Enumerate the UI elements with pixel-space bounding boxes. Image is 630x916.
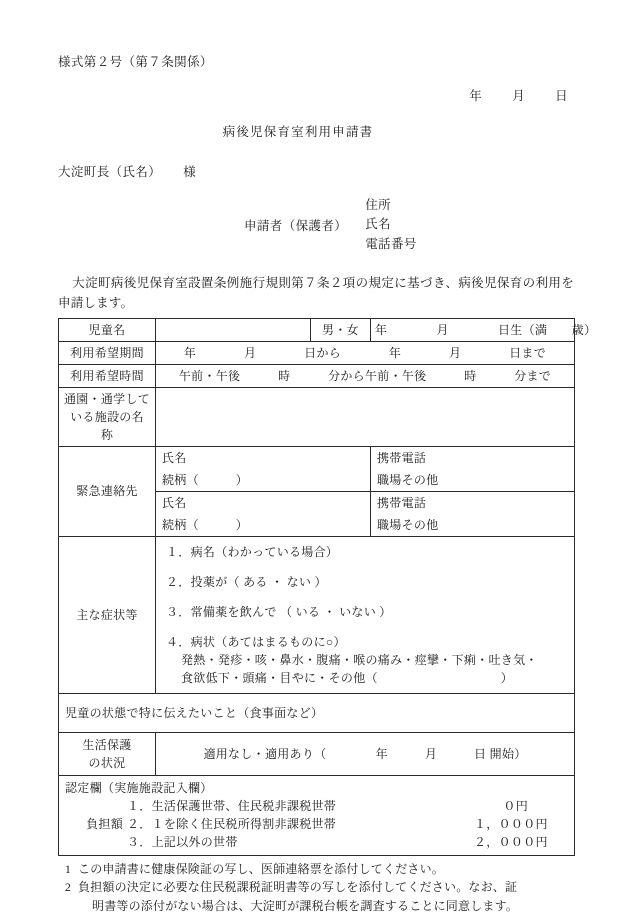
symptoms-field[interactable] (156, 536, 575, 693)
fee-row-3-lead (65, 833, 127, 851)
child-gender-option[interactable]: 男・女 (311, 318, 371, 341)
emergency-contact-1-workplace-label[interactable]: 職場その他 (371, 469, 575, 492)
applicant-name-label: 氏名 (365, 217, 392, 232)
addressee-honorific: 様 (183, 165, 197, 179)
time-from-ampm[interactable]: 午前・午後 (178, 368, 241, 383)
table-row-approval (59, 775, 575, 855)
footnote-1 (58, 860, 574, 879)
fee-row-1-lead (65, 797, 127, 815)
emergency-contact-1-name-label[interactable]: 氏名 (156, 446, 371, 469)
date-day-label: 日 (555, 89, 568, 103)
time-from-hour: 時 (278, 368, 291, 383)
fee-row-3-desc (127, 833, 474, 851)
application-statement (58, 274, 574, 313)
period-to-month: 月 (449, 345, 462, 360)
fee-row-1-amount: ０円 (503, 798, 528, 813)
time-to-minute: 分まで (514, 368, 552, 383)
symptom-item-medication[interactable]: ２．投薬が（ ある ・ ない ） (166, 574, 327, 589)
symptom-checklist-line2[interactable]: 食欲低下・頭痛・目やに・その他（ ） (181, 670, 514, 685)
form-sheet (58, 52, 597, 916)
date-year-label: 年 (469, 89, 483, 103)
symptom-item-regular-medicine[interactable]: ３．常備薬を飲んで （ いる ・ いない ） (166, 604, 392, 619)
fee-row-2-amount: １，０００円 (474, 816, 548, 831)
table-row-time (59, 364, 575, 387)
time-field[interactable] (156, 364, 575, 387)
table-row-welfare (59, 732, 575, 775)
period-from-month: 月 (244, 345, 257, 360)
applicant-block (58, 196, 574, 254)
period-field[interactable] (156, 341, 575, 364)
facility-label-line3: 称 (100, 427, 114, 442)
form-number: 様式第２号（第７条関係） (58, 55, 213, 69)
fee-row-2-text: １を除く住民税所得割非課税世帯 (151, 816, 337, 831)
facility-label-line2: いる施設の名 (70, 409, 144, 424)
period-from-day: 日から (304, 345, 342, 360)
addressee-name: 大淀町長（氏名） (58, 165, 162, 179)
fee-row-3-amount: ２，０００円 (474, 834, 548, 849)
table-row-child-condition (59, 693, 575, 732)
application-statement-text: 大淀町病後児保育室設置条例施行規則第７条２項の規定に基づき、病後児保育の利用を申請します。 (58, 276, 574, 310)
footnote-2-continuation: 明書等の添付がない場合は、大淀町が課税台帳を調査することに同意します。 (92, 899, 519, 914)
time-label: 利用希望時間 (59, 364, 156, 387)
welfare-status-label-line2: の状況 (88, 755, 126, 770)
table-row-symptoms (59, 536, 575, 693)
emergency-contact-2-name-label[interactable]: 氏名 (156, 491, 371, 514)
footnote-1-number: 1 (64, 861, 72, 876)
fee-table (65, 797, 570, 851)
footnote-2-number: 2 (64, 880, 72, 895)
period-from-year: 年 (183, 345, 197, 360)
fee-label: 負担額 (86, 816, 123, 831)
date-month-label: 月 (512, 89, 526, 103)
welfare-status-label (59, 732, 156, 775)
emergency-contact-2-relation-label[interactable]: 続柄（ ） (156, 514, 371, 537)
footnote-2-body (78, 878, 574, 915)
fee-row-1-text: 生活保護世帯、住民税非課税世帯 (151, 798, 337, 813)
applicant-phone-label: 電話番号 (365, 236, 417, 251)
time-from-minute: 分から午前・午後 (328, 368, 427, 383)
child-condition-label: 児童の状態で特に伝えたいこと（食事面など） (65, 705, 324, 720)
applicant-label: 申請者（保護者） (244, 219, 348, 234)
symptom-checklist-line1[interactable]: 発熱・発疹・咳・鼻水・腹痛・喉の痛み・痙攣・下痢・吐き気・ (181, 652, 538, 667)
child-condition-field[interactable] (59, 693, 575, 732)
table-row-period (59, 341, 575, 364)
table-row-child-name (59, 318, 575, 341)
table-row-facility (59, 387, 575, 446)
symptom-item-disease-name[interactable]: １．病名（わかっている場合） (166, 544, 339, 559)
facility-label (59, 387, 156, 446)
welfare-status-value[interactable]: 適用なし・適用あり（ 年 月 日 開始） (156, 732, 575, 775)
approval-section (59, 775, 575, 855)
emergency-contact-label: 緊急連絡先 (59, 446, 156, 536)
footnote-1-text: この申請書に健康保険証の写し、医師連絡票を添付してください。 (78, 861, 445, 876)
facility-label-line1: 通園・通学して (63, 391, 151, 406)
submission-date-line (58, 86, 574, 104)
child-name-label: 児童名 (59, 318, 156, 341)
child-birthdate-field[interactable]: 年 月 日生（満 歳） (371, 318, 575, 341)
period-to-year: 年 (388, 345, 402, 360)
applicant-address-label: 住所 (365, 198, 392, 212)
fee-row-3-text: 上記以外の世帯 (151, 834, 238, 849)
fee-row-1-num: １． (127, 798, 152, 813)
fee-row-2-desc (127, 815, 474, 833)
welfare-status-label-line1: 生活保護 (82, 737, 132, 752)
approval-header: 認定欄（実施施設記入欄） (65, 780, 213, 795)
application-form-table (58, 318, 597, 856)
table-row-emergency-contact-1-name (59, 446, 575, 469)
emergency-contact-1-relation-label[interactable]: 続柄（ ） (156, 469, 371, 492)
period-label: 利用希望期間 (59, 341, 156, 364)
page-title: 病後児保育室利用申請書 (222, 125, 374, 139)
symptoms-label: 主な症状等 (59, 536, 156, 693)
child-name-input[interactable] (156, 318, 311, 341)
period-to-day: 日まで (509, 345, 547, 360)
addressee-line (58, 162, 574, 180)
footnote-2-text: 負担額の決定に必要な住民税課税証明書等の写しを添付してください。なお、証 (78, 880, 518, 895)
emergency-contact-1-mobile-label[interactable]: 携帯電話 (371, 446, 575, 469)
fee-row-1-desc (127, 797, 474, 815)
fee-row-2-num: ２． (127, 816, 152, 831)
facility-input[interactable] (156, 387, 575, 446)
fee-row-3-num: ３． (127, 834, 152, 849)
time-to-hour: 時 (464, 368, 477, 383)
applicant-fields (365, 196, 417, 254)
symptom-item-condition-heading: ４．病状（あてはまるものに○） (166, 634, 346, 649)
footnotes (58, 860, 574, 916)
emergency-contact-2-mobile-label[interactable]: 携帯電話 (371, 491, 575, 514)
emergency-contact-2-workplace-label[interactable]: 職場その他 (371, 514, 575, 537)
footnote-2 (58, 878, 574, 915)
